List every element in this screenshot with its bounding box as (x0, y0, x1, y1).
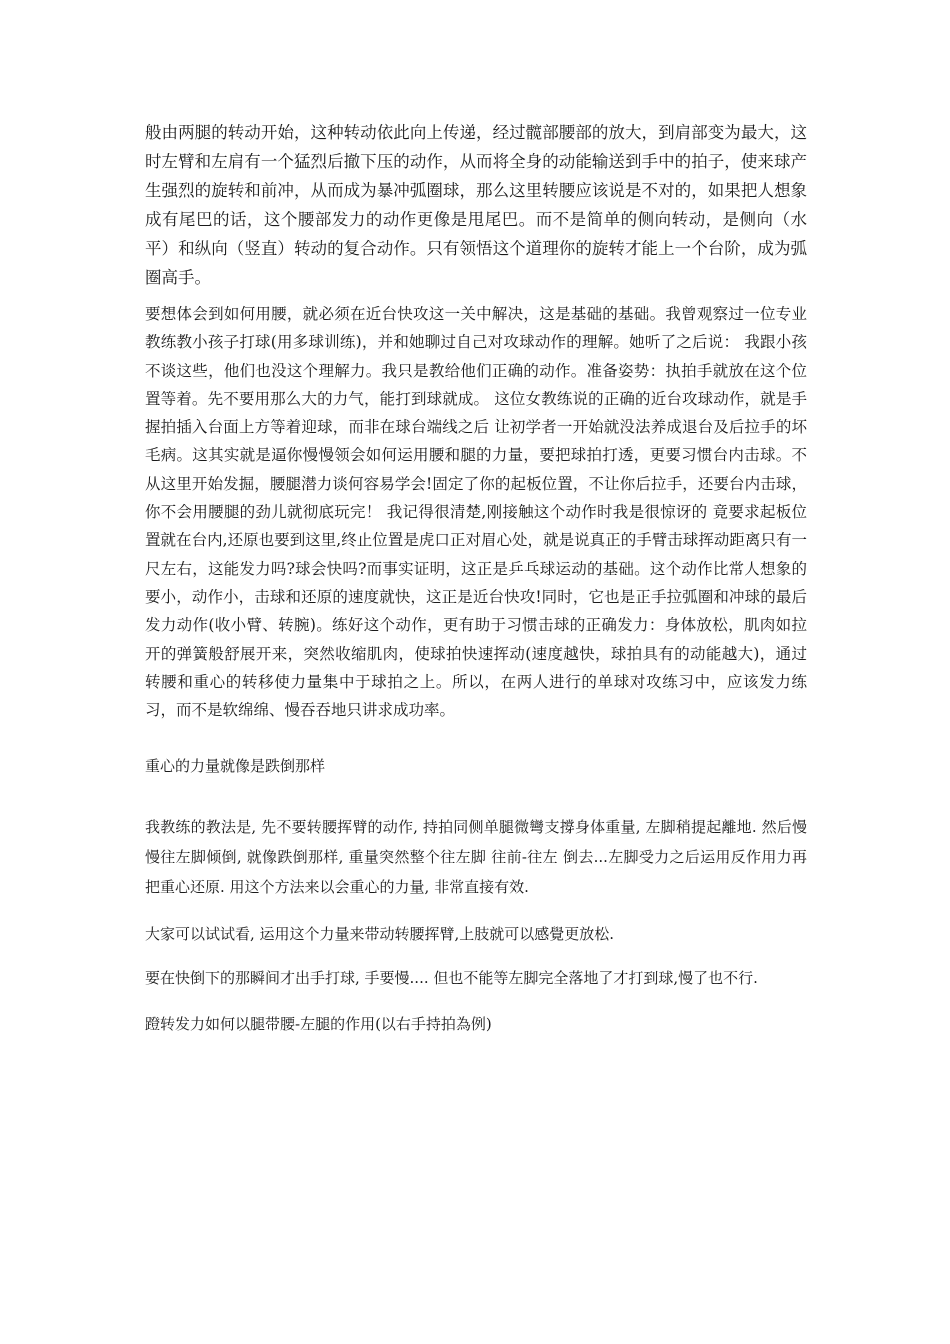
paragraph-try-it: 大家可以试试看, 运用这个力量来带动转腰挥臂,上肢就可以感覺更放松. (145, 925, 615, 944)
section-heading-center-of-gravity: 重心的力量就像是跌倒那样 (145, 757, 326, 776)
document-page (145, 118, 807, 1036)
paragraph-waist-rotation: 般由两腿的转动开始，这种转动依此向上传递，经过髋部腰部的放大，到肩部变为最大，这时左臂和左肩有一个猛烈后撤下压的动作，从而将全身的动能输送到手中的拍子，使来球产生强烈的旋转和前冲，从而成为暴冲弧圈球，那么这里转腰应该说是不对的，如果把人想象成有尾巴的话，这个腰部发力的动作更像是甩尾巴。而不是简单的侧向转动，是侧向（水平）和纵向（竖直）转动的复合动作。只有领悟这个道理你的旋转才能上一个台阶，成为弧圈高手。 (145, 123, 807, 287)
section-heading-left-leg: 蹬转发力如何以腿带腰-左腿的作用(以右手持拍為例) (145, 1015, 492, 1034)
paragraph-timing: 要在快倒下的那瞬间才出手打球, 手要慢.... 但也不能等左脚完全落地了才打到球,慢了也不行. (145, 969, 758, 988)
paragraph-close-table-attack: 要想体会到如何用腰，就必须在近台快攻这一关中解决，这是基础的基础。我曾观察过一位专业教练教小孩子打球(用多球训练)，并和她聊过自己对攻球动作的理解。她听了之后说： 我跟小孩不谈这些，他们也没这个理解力。我只是教给他们正确的动作。准备姿势：执拍手就放在这个位置等着。先不要用那么大的力气，能打到球就成。 这位女教练说的正确的近台攻球动作，就是手握拍插入台面上方等着迎球，而非在球台端线之后 让初学者一开始就没法养成退台及后拉手的坏毛病。这其实就是逼你慢慢领会如何运用腰和腿的力量，要把球拍打透，更要习惯台内击球。不从这里开始发掘，腰腿潜力谈何容易学会!固定了你的起板位置，不让你后拉手，还要台内击球，你不会用腰腿的劲儿就彻底玩完！ 我记得很清楚,刚接触这个动作时我是很惊讶的 竟要求起板位置就在台内,还原也要到这里,终止位置是虎口正对眉心处，就是说真正的手臂击球挥动距离只有一尺左右，这能发力吗?球会快吗?而事实证明，这正是乒乓球运动的基础。这个动作比常人想象的要小，动作小，击球和还原的速度就快，这正是近台快攻!同时，它也是正手拉弧圈和冲球的最后发力动作(收小臂、转腕)。练好这个动作，更有助于习惯击球的正确发力：身体放松，肌肉如拉开的弹簧般舒展开来，突然收缩肌肉，使球拍快速挥动(速度越快，球拍具有的动能越大)，通过转腰和重心的转移使力量集中于球拍之上。所以，在两人进行的单球对攻练习中，应该发力练习，而不是软绵绵、慢吞吞地只讲求成功率。 (145, 305, 807, 720)
paragraph-coach-method: 我教练的教法是, 先不要转腰挥臂的动作, 持拍同侧单腿微彎支撐身体重量, 左脚稍提起離地. 然后慢慢往左脚倾倒, 就像跌倒那样, 重量突然整个往左脚 往前-往左 倒去...左脚受力之后运用反作用力再把重心还原. 用这个方法来以会重心的力量, 非常直接有效. (145, 818, 807, 897)
